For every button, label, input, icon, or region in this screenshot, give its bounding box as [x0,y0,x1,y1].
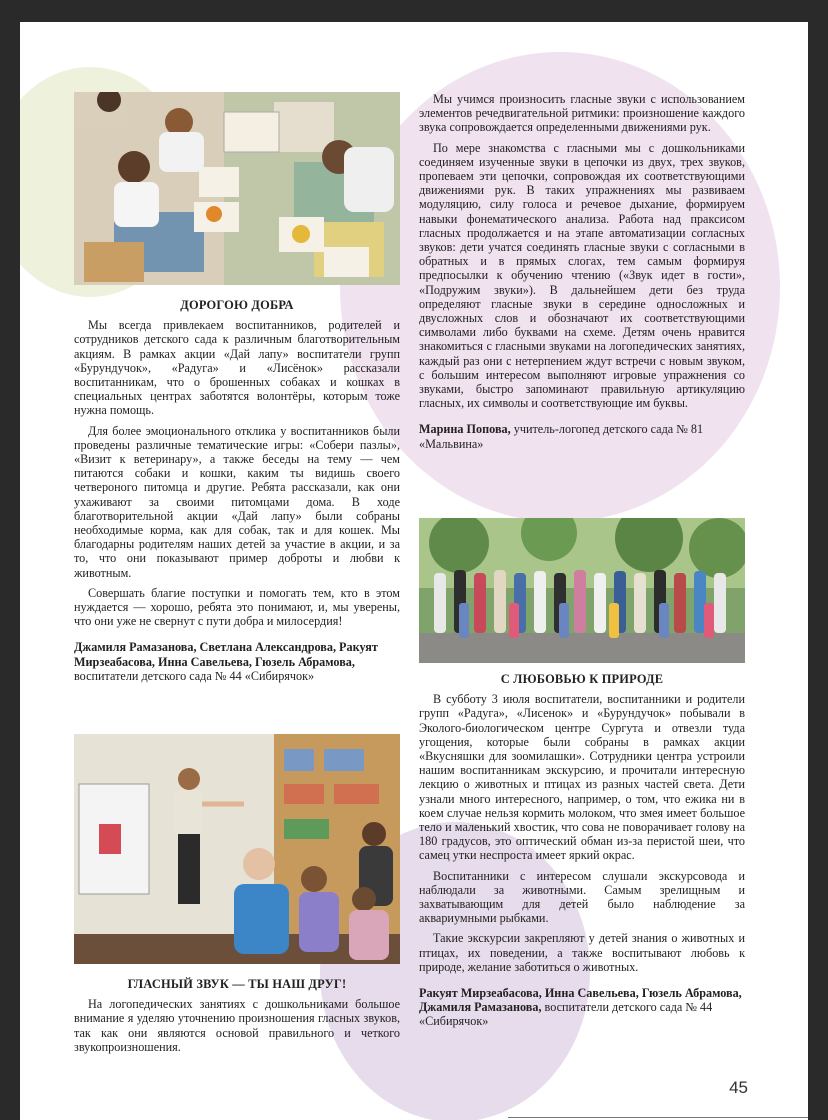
photo-group-outdoors [419,518,745,663]
article-vowels-paragraph: Мы учимся произносить гласные звуки с использованием элементов речедвигательной ритмики: произношение каждого звука сопровождается определенными движениями рук. [419,92,745,135]
signature-role: воспитатели детского сада № 44 «Сибирячок» [419,1000,713,1029]
article-kindness-title: ДОРОГОЮ ДОБРА [180,298,294,312]
article-vowels-start [74,977,400,1060]
article-kindness-paragraph: Мы всегда привлекаем воспитанников, родителей и сотрудников детского сада к различным благотворительным акциям. В рамках акции «Дай лапу» воспитатели групп «Бурундучок», «Радуга» и «Лисёнок» рассказали воспитанникам, что о брошенных собаках и кошках в специальных центрах заботятся волонтёры, которым тоже нужна помощь. [74,318,400,418]
article-nature-signature [419,986,745,1029]
signature-authors: Ракуят Мирзеабасова, Инна Савельева, Гюзель Абрамова, Джамиля Рамазанова, [419,986,742,1015]
article-nature-paragraph: В субботу 3 июля воспитатели, воспитанники и родители групп «Радуга», «Лисенок» и «Бурундучок» побывали в Эколого-биологическом центре Сургута и отвезли туда угощения, которые были собраны в рамках акции «Вкусняшки для зоомилашки». Сотрудники центра устроили нашим воспитанникам экскурсию, и прочитали интересную лекцию о животных и птицах из разных частей света. Дети узнали много интересного, например, о том, что ежика ни в коем случае нельзя кормить молоком, что змея имеет большое тело и маленький хвостик, что сова не поворачивает голову на 180 градусов, это оптический обман из-за перистой шеи, что самец утки неспроста имеет яркий окрас. [419,692,745,863]
page-number: 45 [729,1078,748,1097]
article-vowels-signature [419,422,745,450]
article-nature-paragraph: Воспитанники с интересом слушали экскурсовода и наблюдали за животными. Самым зрелищным и захватывающим для детей было наблюдение за аквариумными рыбками. [419,868,745,926]
article-nature-title: С ЛЮБОВЬЮ К ПРИРОДЕ [500,672,664,686]
signature-role: учитель-логопед детского сада № 81 «Мальвина» [419,422,704,451]
article-kindness-signature [74,640,400,683]
article-nature-paragraph: Такие экскурсии закрепляют у детей знания о животных и птицах, их поведении, а также воспитывают любовь к природе, желание заботиться о животных. [419,931,745,974]
article-vowels-paragraph: На логопедических занятиях с дошкольниками большое внимание я уделяю уточнению произношения гласных звуков, так как они являются основой правильного и четкого звукопроизношения. [74,997,400,1054]
article-vowels-title: ГЛАСНЫЙ ЗВУК — ТЫ НАШ ДРУГ! [127,977,347,991]
footer-rule [508,1117,808,1118]
article-kindness-paragraph: Для более эмоционального отклика у воспитанников были проведены различные тематические игры: «Собери пазлы», «Визит к ветеринару», а также беседы на тему — чем питаются собаки и кошки, каким ты видишь своего четвероного питомца и другие. Ребята рассказали, как они ухаживают за своими питомцами дома. В ходе благотворительной акции «Дай лапу» были собраны необходимые корма, как для собак, так и для кошек. Мы благодарны родителям наших детей за участие в акции, и за то, что они показывают пример доброты и любви к животным. [74,423,400,580]
article-vowels-paragraph: По мере знакомства с гласными мы с дошкольниками соединяем изученные звуки в цепочки из двух, трех звуков, пропеваем эти цепочки, сопровождая их соответствующими движениями рук. В таких упражнениях мы развиваем модуляцию, силу голоса и речевое дыхание, формируем навыки фонематического анализа. Работа над праксисом гласных продолжается и на этапе автоматизации согласных звуков: дети учатся соединять гласные звуки с согласными в обратных и в прямых слогах, тем самым формируя предпосылки к обучению чтению («Звук идет в гости», «Подружим звуки»). В дальнейшем дети без труда определяют гласные звуки в середине односложных и двусложных слов и обозначают их соответствующими символами либо буквами на схеме. Детям очень нравится знакомиться с гласными звуками на логопедических занятиях, каждый раз они с нетерпением ждут встречи с новым звуком, с большим интересом выполняют игровые упражнения со звуками, быстро запоминают правильную артикуляцию гласных, их символы и соответствующие им буквы. [419,140,745,411]
signature-authors: Джамиля Рамазанова, Светлана Александрова, Ракуят Мирзеабасова, Инна Савельева, Гюзель Абрамова, [74,640,378,669]
magazine-page [20,22,808,1120]
photo-speech-lesson [74,734,400,964]
article-kindness [74,298,400,689]
article-vowels-continued [419,92,745,457]
article-nature [419,672,745,1035]
signature-authors: Марина Попова, [419,422,511,437]
article-kindness-paragraph: Совершать благие поступки и помогать тем, кто в этом нуждается — хорошо, ребята это понимают, и, мы уверены, что они уже не свернут с пути добра и милосердия! [74,585,400,629]
signature-role: воспитатели детского сада № 44 «Сибирячок» [74,668,315,683]
photo-children-puzzles [74,92,400,285]
